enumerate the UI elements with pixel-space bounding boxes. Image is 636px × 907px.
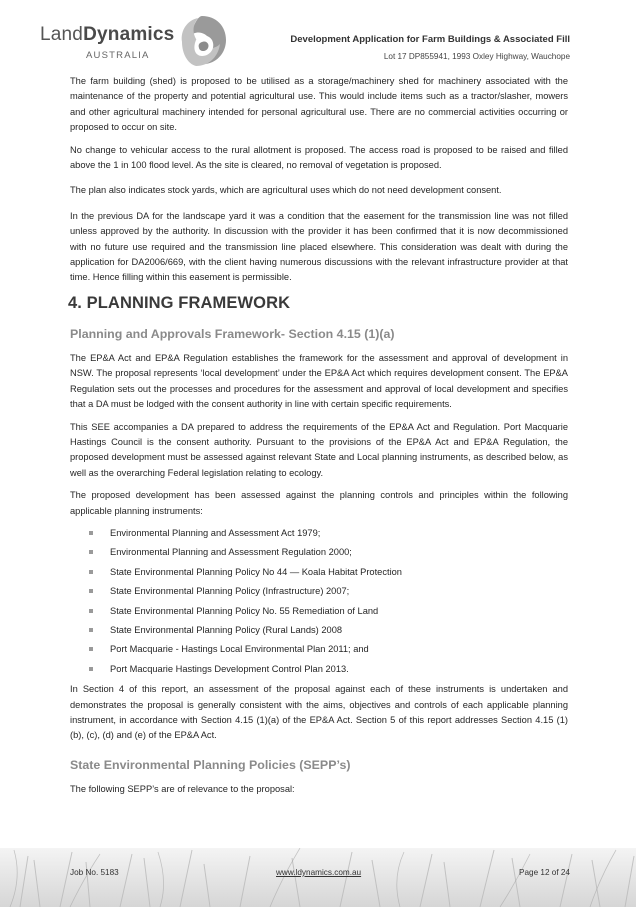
list-item: State Environmental Planning Policy (Rural Lands) 2008 [70, 623, 568, 638]
list-item: State Environmental Planning Policy No. 55 Remediation of Land [70, 604, 568, 619]
list-item: State Environmental Planning Policy (Infrastructure) 2007; [70, 584, 568, 599]
paragraph-following-sepps: The following SEPP’s are of relevance to the proposal: [70, 783, 295, 794]
document-subtitle: Lot 17 DP855941, 1993 Oxley Highway, Wauchope [383, 52, 570, 61]
planning-instruments-list [70, 526, 568, 677]
paragraph-see-accompanies: This SEE accompanies a DA prepared to address the requirements of the EP&A Act and Regulation. Port Macquarie Hastings Council is the consent authority. Pursuant to the provisions of the EP&A Act and EP&A Regulation, the proposed development must be assessed against relevant State and Local planning instruments, as described below, as well as the overarching Federal legislation relating to ecology. [70, 421, 568, 478]
square-bullet-icon [89, 647, 93, 651]
paragraph-farm-building: The farm building (shed) is proposed to be utilised as a storage/machinery shed for machinery associated with the maintenance of the property and potential agricultural use. This would include items such as a tractor/slasher, mowers and other agricultural machinery intended for personal agricultural use. There are no commercial activities occurring or proposed to occur on site. [70, 76, 568, 133]
list-item: Port Macquarie - Hastings Local Environmental Plan 2011; and [70, 642, 568, 657]
paragraph-section-4-assessment: In Section 4 of this report, an assessment of the proposal against each of these instruments is undertaken and demonstrates the proposal is generally consistent with the aims, objectives and controls of each applicable planning instrument, in accordance with Section 4.15 (1)(a) of the EP&A Act. Section 5 of this report addresses Section 4.15 (1)(b), (c), (d) and (e) of the EP&A Act. [70, 684, 568, 741]
page-content [70, 74, 568, 804]
grass-background-image [0, 848, 636, 907]
website-link[interactable]: www.ldynamics.com.au [276, 868, 362, 877]
page-number: Page 12 of 24 [519, 868, 570, 877]
square-bullet-icon [89, 589, 93, 593]
paragraph-assessed-against: The proposed development has been assessed against the planning controls and principles within the following applicable planning instruments: [70, 490, 568, 516]
document-header-info [290, 34, 570, 61]
subheading-sepps: State Environmental Planning Policies (SEPP’s) [70, 757, 351, 772]
square-bullet-icon [89, 570, 93, 574]
logo-subtitle: AUSTRALIA [86, 50, 150, 61]
list-item: Environmental Planning and Assessment Regulation 2000; [70, 545, 568, 560]
square-bullet-icon [89, 609, 93, 613]
logo-ribbon-icon [172, 12, 232, 70]
square-bullet-icon [89, 550, 93, 554]
list-item: Environmental Planning and Assessment Act 1979; [70, 526, 568, 541]
document-title: Development Application for Farm Buildings & Associated Fill [290, 34, 570, 45]
job-number: Job No. 5183 [70, 868, 119, 877]
subheading-planning-approvals: Planning and Approvals Framework- Section 4.15 (1)(a) [70, 326, 395, 341]
paragraph-stock-yards: The plan also indicates stock yards, which are agricultural uses which do not need development consent. [70, 185, 502, 196]
page-footer [0, 848, 636, 907]
logo-wordmark: LandDynamics [40, 24, 175, 45]
list-item: Port Macquarie Hastings Development Control Plan 2013. [70, 662, 568, 677]
square-bullet-icon [89, 628, 93, 632]
paragraph-transmission-easement: In the previous DA for the landscape yard it was a condition that the easement for the transmission line was not filled unless approved by the authority. In discussion with the provider it has been confirmed that it is now decommissioned with no future use required and the transmission line placed elsewhere. This consideration was dealt with during the application for DA2006/669, with the client having numerous discussions with the relevant infrastructure provider at that time. Hence filling within this easement is permissible. [70, 210, 568, 283]
section-heading-planning-framework: 4. PLANNING FRAMEWORK [68, 293, 291, 312]
company-logo [40, 12, 240, 72]
square-bullet-icon [89, 667, 93, 671]
paragraph-vehicular-access: No change to vehicular access to the rural allotment is proposed. The access road is proposed to be raised and filled above the 1 in 100 flood level. As the site is cleared, no removal of vegetation is proposed. [70, 144, 568, 171]
square-bullet-icon [89, 531, 93, 535]
page-header [0, 0, 636, 72]
paragraph-epa-act: The EP&A Act and EP&A Regulation establishes the framework for the assessment and approval of development in NSW. The proposal represents ‘local development’ under the EP&A Act which requires development consent. The EP&A Regulation sets out the processes and procedures for the assessment and approval of local development and specifies that a DA must be lodged with the consent authority in line with certain specific requirements. [70, 352, 568, 410]
list-item: State Environmental Planning Policy No 44 — Koala Habitat Protection [70, 565, 568, 580]
